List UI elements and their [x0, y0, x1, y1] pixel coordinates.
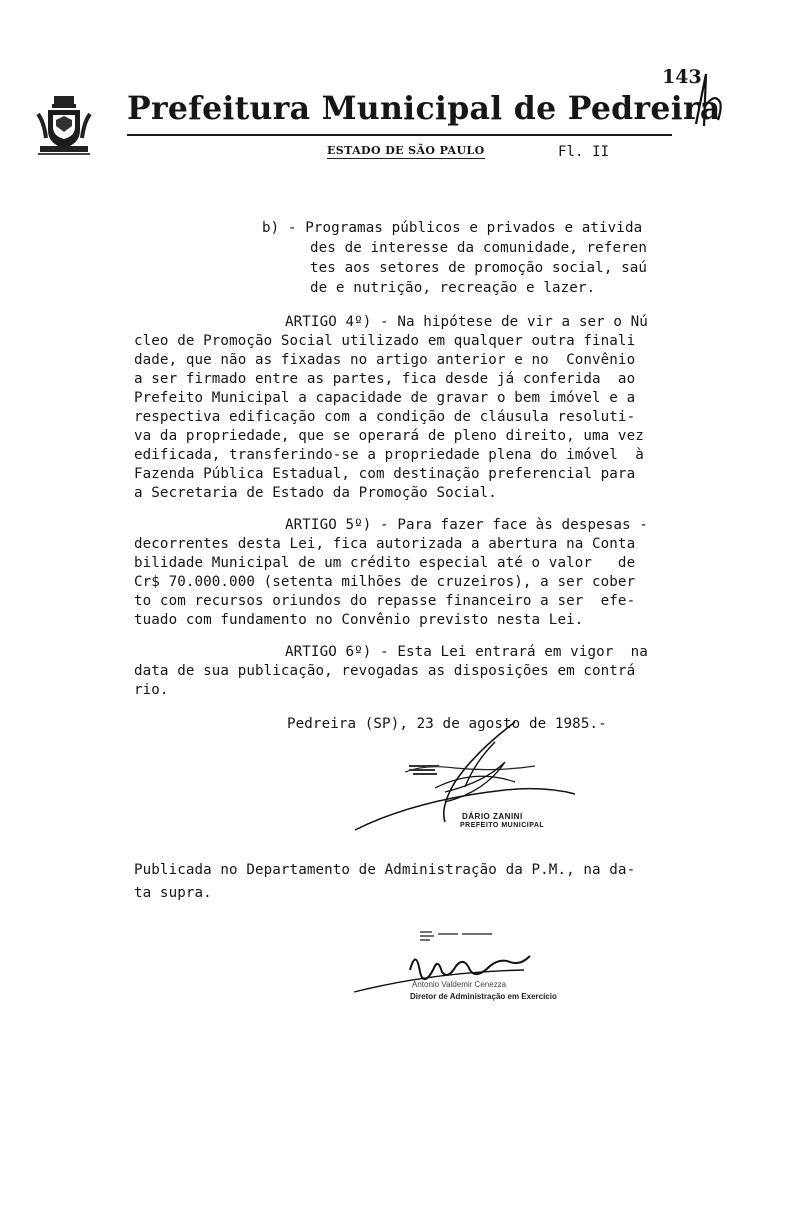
folio-label: Fl. II [558, 144, 610, 160]
publication-line-2: ta supra. [134, 885, 212, 901]
art5-line-4: Cr$ 70.000.000 (setenta milhões de cruzeiros), a ser cober [134, 574, 636, 590]
art4-line-3: dade, que não as fixadas no artigo anterior e no Convênio [134, 352, 636, 368]
publication-line-1: Publicada no Departamento de Administração da P.M., na da- [134, 862, 636, 878]
art4-line-5: Prefeito Municipal a capacidade de gravar o bem imóvel e a [134, 390, 636, 406]
state-label: ESTADO DE SÃO PAULO [327, 144, 485, 157]
item-b-line-1: b) - Programas públicos e privados e ativida [262, 220, 643, 236]
mayor-role: PREFEITO MUNICIPAL [460, 822, 545, 829]
art5-line-2: decorrentes desta Lei, fica autorizada a abertura na Conta [134, 536, 636, 552]
art5-line-3: bilidade Municipal de um crédito especial até o valor de [134, 555, 636, 571]
art5-line-5: to com recursos oriundos do repasse financeiro a ser efe- [134, 593, 636, 609]
director-name: Antonio Valdemir Cenezza [412, 980, 507, 989]
director-role: Diretor de Administração em Exercício [410, 992, 557, 1001]
header-rule [127, 134, 672, 136]
art5-line-6: tuado com fundamento no Convênio previsto nesta Lei. [134, 612, 584, 628]
art4-line-9: Fazenda Pública Estadual, com destinação preferencial para [134, 466, 636, 482]
art6-line-1: ARTIGO 6º) - Esta Lei entrará em vigor na [285, 644, 648, 660]
art4-line-8: edificada, transferindo-se a propriedade plena do imóvel à [134, 447, 644, 463]
art4-line-7: va da propriedade, que se operará de pleno direito, uma vez [134, 428, 644, 444]
item-b-line-3: tes aos setores de promoção social, saú [310, 260, 648, 276]
coat-of-arms-icon [34, 94, 94, 158]
date-line: Pedreira (SP), 23 de agosto de 1985.- [287, 716, 607, 732]
art4-line-6: respectiva edificação com a condição de cláusula resoluti- [134, 409, 636, 425]
art4-line-1: ARTIGO 4º) - Na hipótese de vir a ser o Nú [285, 314, 648, 330]
letterhead-title: Prefeitura Municipal de Pedreira [127, 90, 721, 127]
art4-line-2: cleo de Promoção Social utilizado em qualquer outra finali [134, 333, 636, 349]
art5-line-1: ARTIGO 5º) - Para fazer face às despesas - [285, 517, 648, 533]
art4-line-10: a Secretaria de Estado da Promoção Social. [134, 485, 497, 501]
page-number: 143 [662, 66, 702, 88]
art6-line-3: rio. [134, 682, 169, 698]
art4-line-4: a ser firmado entre as partes, fica desde já conferida ao [134, 371, 636, 387]
mayor-name: DÁRIO ZANINI [462, 812, 523, 821]
art6-line-2: data de sua publicação, revogadas as disposições em contrá [134, 663, 636, 679]
item-b-line-2: des de interesse da comunidade, referen [310, 240, 648, 256]
item-b-line-4: de e nutrição, recreação e lazer. [310, 280, 596, 296]
